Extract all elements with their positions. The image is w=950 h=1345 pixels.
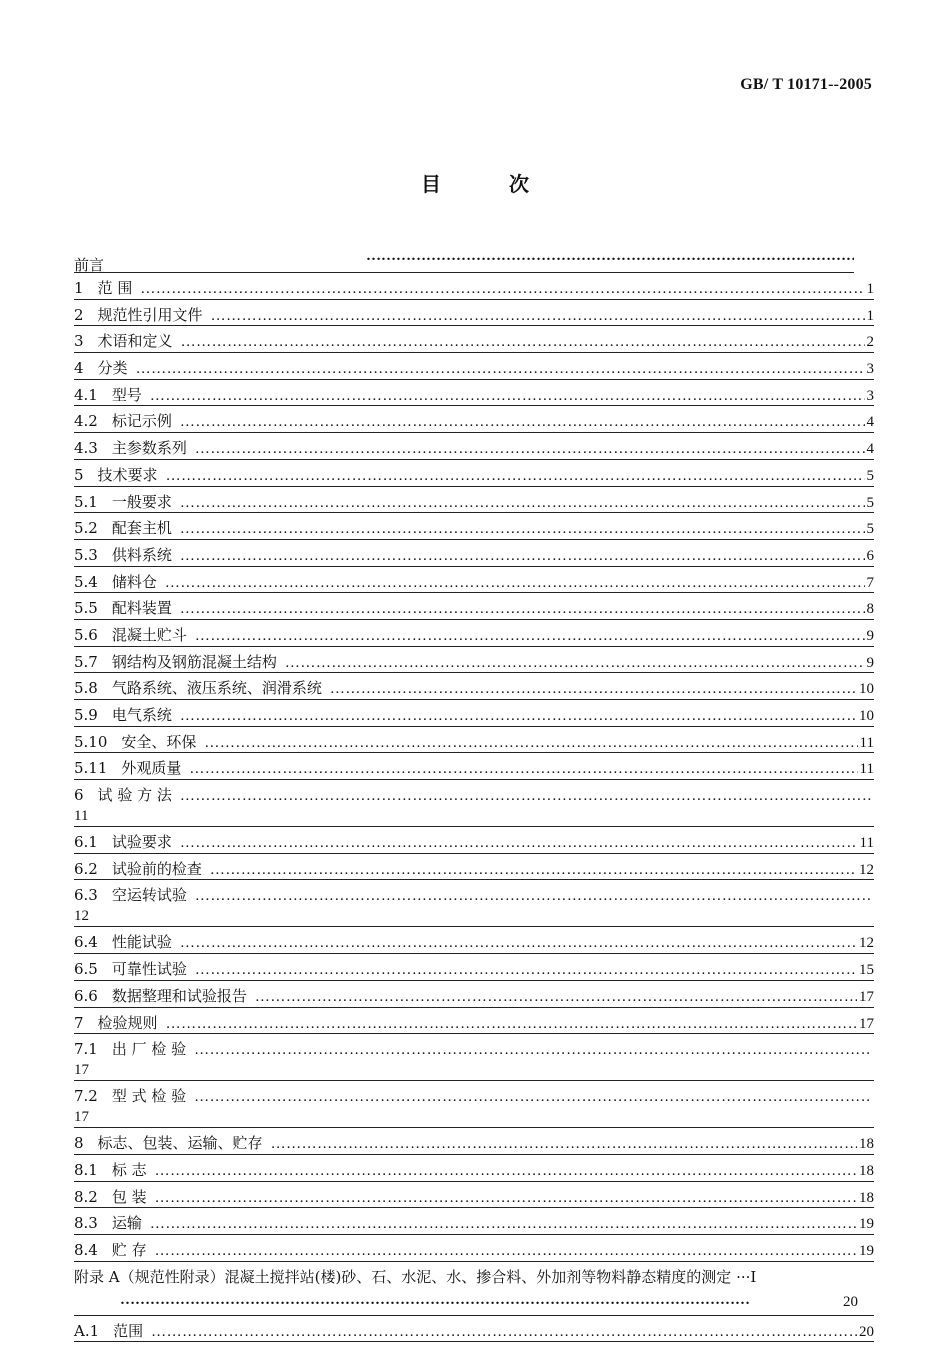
- toc-leader-dots: [155, 1188, 857, 1208]
- toc-leader-dots: [180, 546, 865, 566]
- toc-section-number: 5.9: [74, 706, 98, 724]
- toc-entry-label: 数据整理和试验报告: [111, 986, 247, 1005]
- toc-entry[interactable]: [74, 433, 874, 460]
- toc-page-number: 17: [859, 1015, 874, 1032]
- toc-leader-dots: [255, 987, 857, 1007]
- toc-leader-dots: [166, 466, 865, 486]
- toc-entry-label: 分类: [97, 359, 128, 378]
- toc-leader-dots: [155, 1241, 857, 1261]
- toc-section-number: 8.3: [74, 1214, 98, 1233]
- toc-entry-label: 试验要求: [111, 833, 172, 852]
- toc-leader-dots: [155, 1161, 857, 1181]
- toc-entry-label: 范围: [113, 1321, 144, 1340]
- toc-entry[interactable]: [74, 673, 874, 700]
- toc-page-number: 4: [866, 441, 874, 458]
- toc-page-number: 18: [859, 1162, 874, 1179]
- toc-page-number: 9: [866, 654, 874, 671]
- toc-leader-dots: [180, 933, 857, 953]
- toc-page-number: 12: [859, 935, 874, 952]
- toc-page-number: 17: [859, 988, 874, 1005]
- toc-page-number: 5: [866, 494, 874, 511]
- toc-entry[interactable]: [74, 827, 874, 854]
- toc-page-number: 12: [74, 908, 89, 925]
- toc-entry-label: 前言: [74, 256, 105, 274]
- toc-page-number: 17: [74, 1062, 89, 1079]
- toc-entry-label: 包 装: [111, 1187, 147, 1206]
- toc-entry[interactable]: [74, 1155, 874, 1182]
- toc-leader-dots: [120, 1290, 820, 1310]
- toc-entry-label: 规范性引用文件: [97, 305, 203, 324]
- toc-page-number: 17: [74, 1109, 89, 1126]
- toc-section-number: 6: [74, 786, 84, 805]
- toc-entry[interactable]: [74, 1034, 874, 1081]
- toc-leader-dots: [166, 1014, 857, 1034]
- standard-code: GB/ T 10171--2005: [740, 76, 872, 93]
- toc-entry[interactable]: [74, 1182, 874, 1209]
- toc-entry-label: 混凝土贮斗: [111, 625, 187, 644]
- toc-section-number: 4.2: [74, 412, 98, 431]
- toc-entry-label: 配料装置: [111, 599, 172, 618]
- toc-entry-label: 储料仓: [111, 572, 157, 591]
- toc-section-number: 5.2: [74, 519, 98, 538]
- toc-section-number: 7.1: [74, 1040, 98, 1059]
- toc-entry-label: 试验前的检查: [111, 859, 202, 878]
- toc-page-number: 18: [859, 1136, 874, 1153]
- toc-leader-dots: [189, 759, 857, 779]
- toc-section-number: 7: [74, 1013, 84, 1032]
- toc-leader-dots: [165, 573, 865, 593]
- toc-leader-dots: [285, 653, 865, 673]
- toc-section-number: 5.11: [74, 759, 108, 778]
- toc-section-number: A.1: [74, 1321, 100, 1340]
- toc-entry[interactable]: [74, 513, 874, 540]
- toc-section-number: 6.3: [74, 886, 98, 905]
- toc-entry[interactable]: [74, 380, 874, 407]
- toc-entry-label: 型号: [111, 385, 142, 404]
- toc-section-number: 6.5: [74, 960, 98, 979]
- toc-entry-a1[interactable]: [74, 1316, 874, 1343]
- toc-entry-label: 术语和定义: [97, 332, 173, 351]
- toc-leader-dots: [180, 833, 858, 853]
- toc-entry[interactable]: [74, 927, 874, 954]
- toc-entry-label: 空运转试验: [111, 886, 187, 905]
- toc-leader-dots: [180, 706, 857, 726]
- toc-entry-label: 一般要求: [111, 492, 172, 511]
- toc-page-number: 10: [859, 681, 874, 698]
- toc-entry-label: 主参数系列: [111, 439, 187, 458]
- toc-title-char-2: 次: [509, 172, 529, 196]
- toc-entry-label: 供料系统: [111, 545, 172, 564]
- toc-leader-dots: [195, 886, 872, 906]
- toc-page-number: 1: [866, 307, 874, 324]
- toc-section-number: 2: [74, 305, 84, 324]
- toc-section-number: 5.1: [74, 492, 98, 511]
- toc-entry-preface[interactable]: [74, 252, 854, 273]
- toc-section-number: 6.2: [74, 859, 98, 878]
- toc-page-number: 20: [843, 1293, 858, 1310]
- toc-entry-label: 贮 存: [111, 1240, 147, 1259]
- toc-section-number: 8.2: [74, 1187, 98, 1206]
- toc-entry[interactable]: [74, 406, 874, 433]
- toc-entry-label: 检验规则: [97, 1013, 158, 1032]
- toc-section-number: 5.3: [74, 545, 98, 564]
- toc-leader-dots: [180, 519, 865, 539]
- toc-entry-label: 可靠性试验: [111, 960, 187, 979]
- toc-leader-dots: [366, 248, 854, 265]
- toc-entry[interactable]: [74, 300, 874, 327]
- toc-leader-dots: [194, 1040, 872, 1060]
- toc-leader-dots: [195, 960, 857, 980]
- toc-leader-dots: [150, 1214, 857, 1234]
- toc-section-number: 6.6: [74, 986, 98, 1005]
- toc-section-number: 1: [74, 279, 84, 297]
- toc-entry[interactable]: [74, 1208, 874, 1235]
- toc-page-number: 5: [866, 467, 874, 484]
- toc-section-number: 5.10: [74, 732, 108, 751]
- toc-section-number: 5.6: [74, 625, 98, 644]
- toc-title-char-1: 目: [421, 172, 441, 196]
- toc-entry[interactable]: [74, 567, 874, 594]
- toc-entry[interactable]: [74, 326, 874, 353]
- toc-page-number: 9: [866, 627, 874, 644]
- toc-section-number: 6.1: [74, 833, 98, 852]
- toc-section-number: 4.1: [74, 385, 98, 404]
- toc-entry[interactable]: [74, 1081, 874, 1128]
- toc-entry[interactable]: [74, 780, 874, 827]
- toc-page-number: 8: [866, 601, 874, 618]
- toc-page-number: 19: [859, 1242, 874, 1259]
- toc-leader-dots: [140, 279, 864, 299]
- toc-section-number: 5: [74, 465, 84, 484]
- toc-entry-label: 标 志: [111, 1160, 147, 1179]
- toc-section-number: 4: [74, 359, 84, 378]
- toc-entry[interactable]: [74, 727, 874, 754]
- toc-section-number: 7.2: [74, 1087, 98, 1106]
- toc-leader-dots: [194, 1087, 872, 1107]
- toc-section-number: 5.4: [74, 572, 98, 591]
- toc-page-number: 11: [859, 835, 874, 852]
- toc-entry[interactable]: [74, 1008, 874, 1035]
- toc-entry[interactable]: [74, 460, 874, 487]
- toc-entry-label: 性能试验: [111, 933, 172, 952]
- toc-section-number: 5.8: [74, 679, 98, 698]
- toc-entry[interactable]: [74, 954, 874, 981]
- toc-section-number: 8.1: [74, 1160, 98, 1179]
- toc-leader-dots: [211, 306, 865, 326]
- toc-entry[interactable]: [74, 854, 874, 881]
- toc-leader-dots: [180, 412, 865, 432]
- toc-entry-label: 电气系统: [111, 706, 172, 724]
- toc-leader-dots: [195, 626, 865, 646]
- toc-page-number: 15: [859, 962, 874, 979]
- toc-page-number: 11: [859, 761, 874, 778]
- toc-entry-label: 试 验 方 法: [97, 786, 172, 805]
- toc-entry-appendix-a[interactable]: [74, 1262, 874, 1316]
- toc-entry-label: 标志、包装、运输、贮存: [97, 1134, 263, 1153]
- toc-entry-label: 运输: [111, 1214, 142, 1233]
- toc-leader-dots: [136, 359, 865, 379]
- toc-entry-label: 安全、环保: [121, 732, 197, 751]
- toc-entry[interactable]: [74, 880, 874, 927]
- toc-leader-dots: [204, 733, 857, 753]
- toc-entry[interactable]: [74, 1235, 874, 1262]
- toc-entry[interactable]: [74, 981, 874, 1008]
- toc-entry[interactable]: [74, 647, 874, 674]
- toc-page-number: 20: [859, 1323, 874, 1340]
- toc-leader-dots: [180, 493, 865, 513]
- toc-title: [0, 168, 950, 197]
- toc-leader-dots: [181, 332, 865, 352]
- toc-page-number: 11: [859, 734, 874, 751]
- toc-leader-dots: [151, 1322, 857, 1342]
- toc-entry[interactable]: [74, 753, 874, 780]
- toc-entry-label: 气路系统、液压系统、润滑系统: [111, 679, 322, 698]
- toc-leader-dots: [180, 599, 865, 619]
- toc-page-number: 18: [859, 1189, 874, 1206]
- toc-entry[interactable]: [74, 700, 874, 727]
- toc-leader-dots: [330, 679, 857, 699]
- toc-entry-label: 出 厂 检 验: [111, 1040, 187, 1059]
- toc-leader-dots: [210, 860, 857, 880]
- toc-section-number: 8: [74, 1134, 84, 1153]
- toc-page-number: 6: [866, 547, 874, 564]
- toc-leader-dots: [271, 1134, 857, 1154]
- toc-page-number: 7: [866, 574, 874, 591]
- toc-leader-dots: [150, 386, 865, 406]
- toc-entry-label: 附录 A（规范性附录）混凝土搅拌站(楼)砂、石、水泥、水、掺合料、外加剂等物料静态精度的测定 ···I: [74, 1267, 757, 1286]
- toc-page-number: 1: [866, 281, 874, 297]
- toc-entry-label: 钢结构及钢筋混凝土结构: [111, 652, 277, 671]
- toc-leader-dots: [195, 439, 865, 459]
- toc-entry-label: 标记示例: [111, 412, 172, 431]
- toc-page-number: 10: [859, 708, 874, 724]
- toc-entry[interactable]: [74, 273, 874, 300]
- toc-page-number: 19: [859, 1216, 874, 1233]
- toc-section-number: 4.3: [74, 439, 98, 458]
- toc-page-number: 3: [866, 387, 874, 404]
- toc-entry-label: 配套主机: [111, 519, 172, 538]
- toc-page-number: 4: [866, 414, 874, 431]
- toc-page-number: 12: [859, 861, 874, 878]
- toc-entry-label: 外观质量: [121, 759, 182, 778]
- toc-section-number: 8.4: [74, 1240, 98, 1259]
- toc-page-number: 5: [866, 521, 874, 538]
- toc-entry[interactable]: [74, 540, 874, 567]
- toc-entries: [74, 273, 874, 1262]
- table-of-contents: [74, 252, 874, 1342]
- toc-section-number: 3: [74, 332, 84, 351]
- toc-entry[interactable]: [74, 487, 874, 514]
- toc-page-number: 2: [866, 334, 874, 351]
- toc-section-number: 5.7: [74, 652, 98, 671]
- toc-entry[interactable]: [74, 620, 874, 647]
- toc-entry[interactable]: [74, 353, 874, 380]
- toc-section-number: 6.4: [74, 933, 98, 952]
- toc-page-number: 3: [866, 361, 874, 378]
- toc-entry[interactable]: [74, 593, 874, 620]
- toc-entry-label: 范 围: [97, 279, 133, 297]
- toc-entry[interactable]: [74, 1128, 874, 1155]
- toc-entry-label: 型 式 检 验: [111, 1087, 187, 1106]
- toc-page-number: 11: [74, 808, 89, 825]
- toc-leader-dots: [180, 786, 872, 806]
- toc-section-number: 5.5: [74, 599, 98, 618]
- toc-entry-label: 技术要求: [97, 465, 158, 484]
